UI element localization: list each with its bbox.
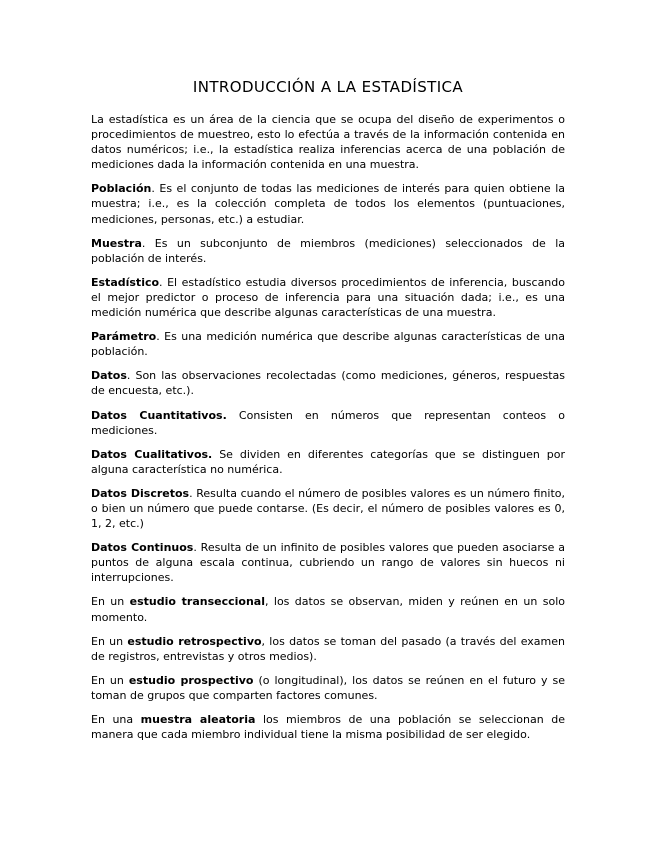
definition-text: Consisten en números que representan conteos o mediciones. (91, 408, 565, 437)
study-muestra-aleatoria: En una muestra aleatoria los miembros de una población se seleccionan de manera que cada miembro individual tiene la misma posibilidad de ser elegido. (91, 713, 565, 742)
definition-parametro: Parámetro. Es una medición numérica que describe algunas características de una población. (91, 330, 565, 359)
definition-estadistico: Estadístico. El estadístico estudia diversos procedimientos de inferencia, buscando el mejor predictor o proceso de inferencia para una situación dada; i.e., es una medición numérica que describe algunas características de una muestra. (91, 275, 565, 320)
definition-datos-cualitativos (91, 447, 565, 477)
definition-datos: Datos. Son las observaciones recolectadas (como mediciones, géneros, respuestas de encuesta, etc.). (91, 369, 566, 398)
study-term: estudio prospectivo (128, 673, 254, 687)
definition-term: Estadístico (91, 275, 160, 289)
intro-paragraph: La estadística es un área de la ciencia que se ocupa del diseño de experimentos o procedimientos de muestreo, esto lo efectúa a través de la información contenida en datos numéricos; i.e., la estadística realiza inferencias acerca de una población de mediciones dada la información contenida en una muestra. (91, 113, 565, 172)
study-transeccional: En un estudio transeccional, los datos se observan, miden y reúnen en un solo momento. (91, 595, 565, 624)
definition-text: El estadístico estudia diversos procedimientos de inferencia, buscando el mejor predictor o proceso de inferencia para una situación dada; i.e., es una medición numérica que describe algunas características de una muestra. (91, 275, 565, 320)
definition-muestra: Muestra. Es un subconjunto de miembros (mediciones) seleccionados de la población de interés. (91, 236, 565, 265)
definition-text: Son las observaciones recolectadas (como mediciones, géneros, respuestas de encuesta, etc.). (91, 369, 566, 398)
definition-term: Datos Cualitativos. (91, 447, 213, 461)
definition-term: Población (91, 182, 152, 196)
study-prospectivo: En un estudio prospectivo (o longitudinal), los datos se reúnen en el futuro y se toman de grupos que comparten factores comunes. (91, 673, 565, 702)
definition-term: Datos Cuantitativos. (91, 408, 227, 422)
page-title: INTRODUCCIÓN A LA ESTADÍSTICA (192, 78, 464, 96)
definition-text: Es el conjunto de todas las mediciones de interés para quien obtiene la muestra; i.e., es la colección completa de todos los elementos (puntuaciones, mediciones, personas, etc.) a estudiar. (91, 182, 565, 226)
definition-datos-continuos: Datos Continuos. Resulta de un infinito de posibles valores que pueden asociarse a puntos de alguna escala continua, cubriendo un rango de valores sin huecos ni interrupciones. (91, 541, 565, 585)
definition-text: Es una medición numérica que describe algunas características de una población. (91, 330, 565, 359)
definition-text: Resulta de un infinito de posibles valores que pueden asociarse a puntos de alguna escala continua, cubriendo un rango de valores sin huecos ni interrupciones. (91, 541, 565, 585)
definition-datos-cuantitativos (91, 408, 565, 438)
study-text: , los datos se toman del pasado (a través del examen de registros, entrevistas y otros medios). (91, 634, 565, 663)
definition-poblacion: Población. Es el conjunto de todas las mediciones de interés para quien obtiene la muestra; i.e., es la colección completa de todos los elementos (puntuaciones, mediciones, personas, etc.) a estudiar. (91, 182, 565, 226)
definition-datos-discretos: Datos Discretos. Resulta cuando el número de posibles valores es un número finito, o bien un número que puede contarse. (Es decir, el número de posibles valores es 0, 1, 2, etc.) (91, 486, 565, 531)
definition-term: Parámetro (91, 330, 157, 344)
definition-term: Datos Continuos (91, 541, 194, 555)
study-text: los miembros de una población se seleccionan de manera que cada miembro individual tiene la misma posibilidad de ser elegido. (91, 713, 565, 742)
definition-term: Datos (91, 369, 127, 383)
definition-text: Es un subconjunto de miembros (mediciones) seleccionados de la población de interés. (91, 236, 565, 265)
study-retrospectivo: En un estudio retrospectivo, los datos se toman del pasado (a través del examen de registros, entrevistas y otros medios). (91, 634, 565, 663)
document-page (91, 78, 565, 751)
study-term: estudio transeccional (129, 595, 265, 609)
definition-term: Muestra (91, 236, 142, 250)
study-text: (o longitudinal), los datos se reúnen en el futuro y se toman de grupos que comparten factores comunes. (91, 673, 565, 702)
study-term: estudio retrospectivo (127, 634, 262, 648)
definition-text: Se dividen en diferentes categorías que se distinguen por alguna característica no numérica. (91, 447, 565, 476)
study-text: , los datos se observan, miden y reúnen en un solo momento. (91, 595, 565, 624)
study-term: muestra aleatoria (140, 713, 256, 726)
definition-text: Resulta cuando el número de posibles valores es un número finito, o bien un número que puede contarse. (Es decir, el número de posibles valores es 0, 1, 2, etc.) (91, 486, 565, 531)
definition-term: Datos Discretos (91, 486, 190, 500)
